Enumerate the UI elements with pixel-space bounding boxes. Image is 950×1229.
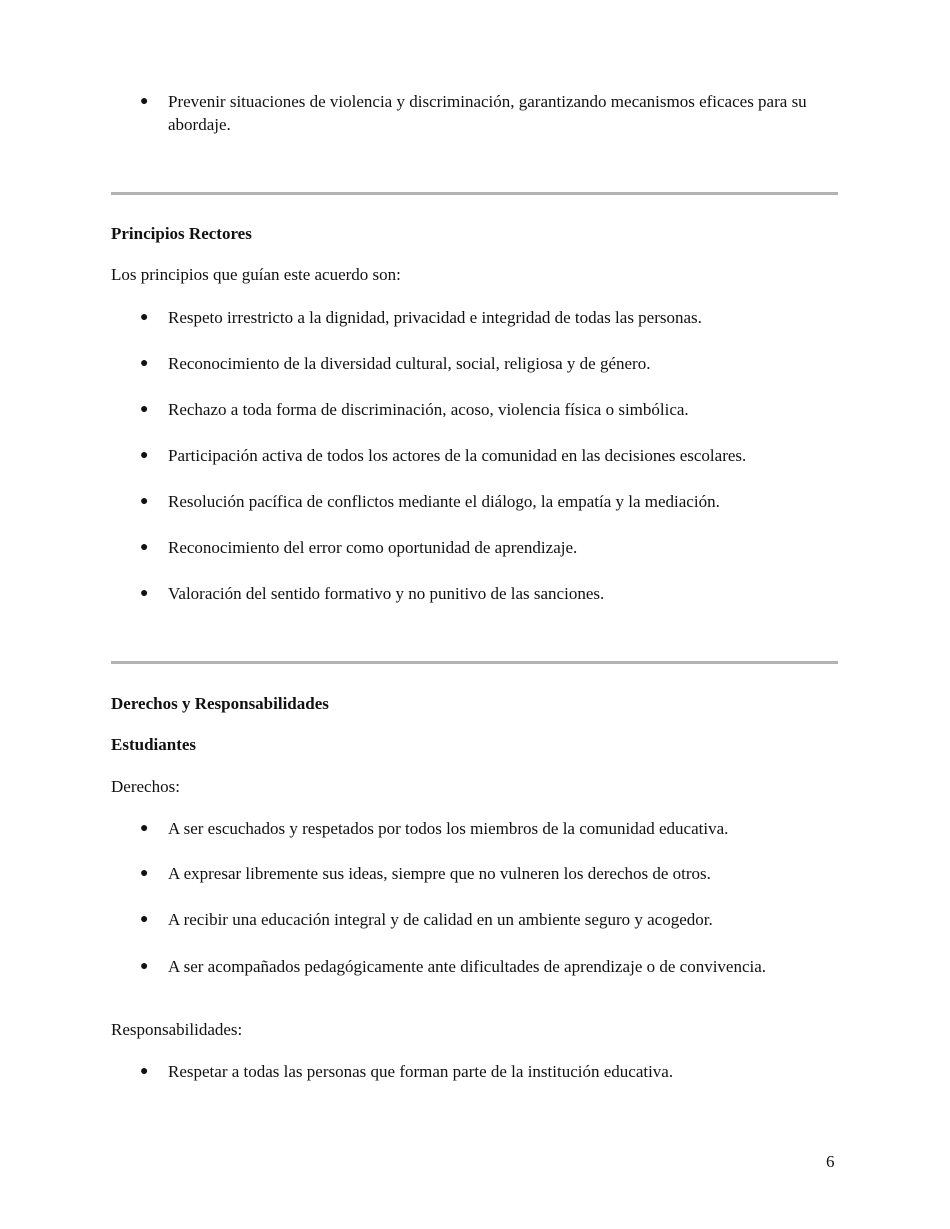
list-item-text: Rechazo a toda forma de discriminación, acoso, violencia física o simbólica. — [168, 400, 689, 419]
list-item-text: Respetar a todas las personas que forman parte de la institución educativa. — [168, 1062, 674, 1081]
list-item-text: Valoración del sentido formativo y no punitivo de las sanciones. — [168, 584, 605, 603]
responsabilidades-label: Responsabilidades: — [111, 1020, 243, 1039]
list-item-text: A ser acompañados pedagógicamente ante dificultades de aprendizaje o de convivencia. — [168, 957, 767, 976]
list-item-text: A ser escuchados y respetados por todos los miembros de la comunidad educativa. — [168, 819, 729, 838]
section-heading-derechos-responsabilidades: Derechos y Responsabilidades — [111, 694, 329, 713]
list-item-text: Resolución pacífica de conflictos mediante el diálogo, la empatía y la mediación. — [168, 492, 720, 511]
bullet-icon: ● — [140, 821, 149, 836]
list-item-text: Prevenir situaciones de violencia y discriminación, garantizando mecanismos eficaces para su abordaje. — [168, 92, 807, 134]
subsection-heading-estudiantes: Estudiantes — [111, 735, 197, 754]
list-item-text: Respeto irrestricto a la dignidad, privacidad e integridad de todas las personas. — [168, 308, 702, 327]
section-heading-principios: Principios Rectores — [111, 224, 252, 243]
bullet-icon: ● — [140, 540, 149, 555]
section-divider — [111, 192, 838, 195]
bullet-icon: ● — [140, 402, 149, 417]
bullet-icon: ● — [140, 866, 149, 881]
bullet-icon: ● — [140, 310, 149, 325]
bullet-icon: ● — [140, 1064, 149, 1079]
page-number: 6 — [826, 1152, 835, 1171]
bullet-icon: ● — [140, 912, 149, 927]
principios-intro: Los principios que guían este acuerdo son: — [111, 265, 401, 284]
list-item-text: Reconocimiento del error como oportunidad de aprendizaje. — [168, 538, 578, 557]
bullet-icon: ● — [140, 448, 149, 463]
list-item-text: A recibir una educación integral y de calidad en un ambiente seguro y acogedor. — [168, 910, 713, 929]
derechos-label: Derechos: — [111, 777, 180, 796]
section-divider — [111, 661, 838, 664]
bullet-icon: ● — [140, 356, 149, 371]
list-item-text: Reconocimiento de la diversidad cultural, social, religiosa y de género. — [168, 354, 651, 373]
bullet-icon: ● — [140, 586, 149, 601]
bullet-icon: ● — [140, 959, 149, 974]
bullet-icon: ● — [140, 494, 149, 509]
list-item-text: Participación activa de todos los actores de la comunidad en las decisiones escolares. — [168, 446, 747, 465]
bullet-icon: ● — [140, 94, 149, 109]
list-item-text: A expresar libremente sus ideas, siempre que no vulneren los derechos de otros. — [168, 864, 711, 883]
